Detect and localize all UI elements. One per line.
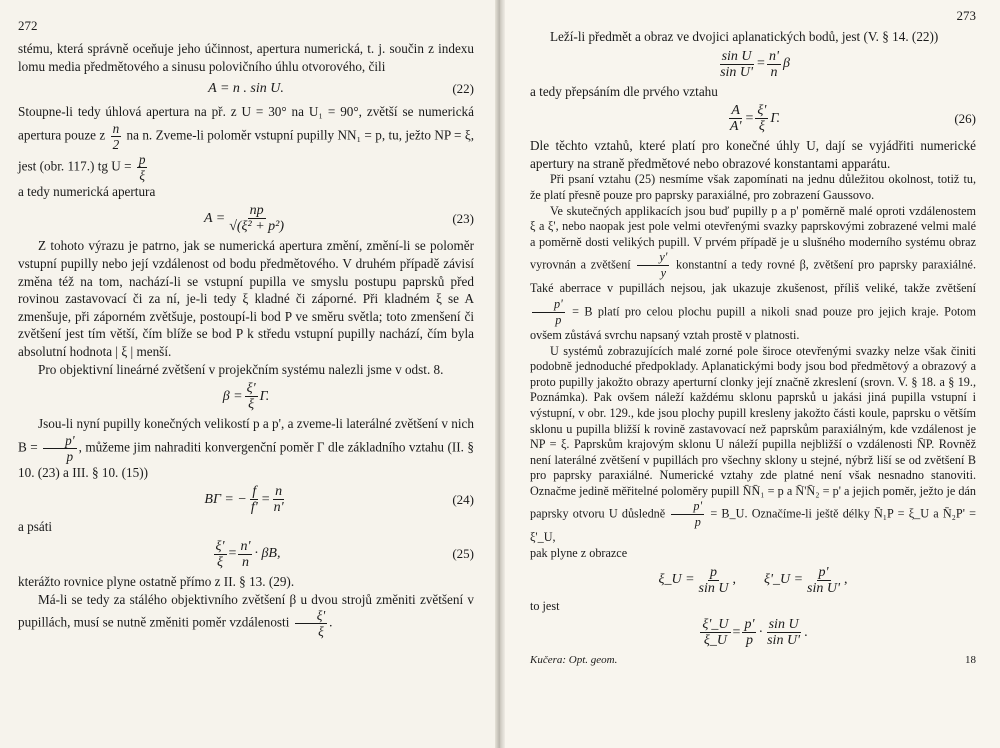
equation-aplanatic: $\frac{\text{sin U}}{\text{sin U'}}$ = $\frac{n'}{n}$ β <box>720 48 790 80</box>
footer-signature: Kučera: Opt. geom. <box>530 654 618 667</box>
paragraph: Z tohoto výrazu je patrno, jak se numerická apertura změní, změní-li se poloměr vstupní pupilly nebo její vzdálenost od bodu předmětového. V druhém případě závisí změna též na tom, nachází-li se vstupní pupilla ve smyslu postupu paprsků před rovinou zastavovací či za ní, je-li tedy ξ kladné či záporné. Při kladném ξ se A zmenšuje, při záporném zvětšuje, postoupí-li bod P ve směru světla; toto zmenšení či zvětšení jest tím větší, čím blíže se bod P k středu vstupní pupilly nachází, čím byla absolutní hodnota | ξ | menší. <box>18 238 474 359</box>
paragraph: Stoupne-li tedy úhlová apertura na př. z U = 30° na U₁ = 90°, zvětší se numerická apertura pouze z $\frac{n}{2}$ na n. Zveme-li poloměr vstupní pupilly NN₁ = p, tu, ježto NP = ξ, jest (obr. 117.) tg U = $\frac{p}{\xi}$ <box>18 104 475 183</box>
equation-22 <box>18 78 474 100</box>
equation-xi: ξ_U = $\frac{p}{\text{sin U}}$ , ξ'_U = $\frac{p'}{\text{sin U'}}$ , <box>658 564 848 596</box>
equation-text: A = n . sin U. <box>208 81 284 97</box>
paragraph: Pro objektivní lineárné zvětšení v projekčním systému nalezli jsme v odst. 8. <box>38 361 444 377</box>
paragraph: U systémů zobrazujících malé zorné pole široce otevřenými svazky nelze však činiti podobně jednoduché předpoklady. Aplanatickými body jsou bod předmětový a obrazový a proto pupilly jakožto obrazy aperturní clonky její značně zkreslení (srovn. V. § 18. a § 19., Poznámka). Pak ovšem náleží každému sklonu paprsků u jakási jiná pupilla vstupní i výstupní, v obr. 129., kde jsou plochy pupill kresleny jakožto části koule, paprsku o větším sklonu u pupilla bližší k rovině zastavovací než paprskům paraxiálným, kde vzdálenost je NP = ξ. Paprskům krajovým sklonu U náleží pupilla nejbližší o vzdálenosti N̄P. Rovněž není laterálné zvětšení v pupillách pro všechny sklony u stejné, nýbrž liší se od zvětšení B pro paprsky paraxiálné. Numerické vztahy zde platné není však nesnadno stanoviti. Označme jedině měřitelné poloměry pupill N̄N̄₁ = p a N̄'N̄₂ = p' a jejich poměr, ježto je dán paprsky otvoru U důsledně $\frac{p'}{p}$ = B_U. Označíme-li ještě délky N̄₁P = ξ_U a N̄₂P' = ξ'_U, <box>530 343 976 545</box>
paragraph: Jsou-li nyní pupilly konečných velikostí p a p', a zveme-li laterálné zvětšení v nich B = $\frac{p'}{p}$ , můžeme jim nahraditi konvergenční poměr Γ dle základního vztahu (II. § 10. (23) a III. § 10. (15)) <box>18 416 474 480</box>
footer-sheet-number: 18 <box>965 654 976 667</box>
paragraph: a tedy numerická apertura <box>18 183 156 199</box>
paragraph: Dle těchto vztahů, které platí pro konečné úhly U, dají se vyjádřiti numerické apertury na straně předmětové nebo obrazové konstantami apparátu. <box>530 138 976 171</box>
equation-23: A = $\frac{np}{\text{√(ξ² + p²)}}$ (23) <box>203 203 474 235</box>
equation-number: (24) <box>452 491 474 507</box>
equation-number: (22) <box>452 81 474 97</box>
equation-beta: β = $\frac{\xi'}{\xi}$ Γ. <box>222 381 270 413</box>
paragraph: kterážto rovnice plyne ostatně přímo z II. § 13. (29). <box>18 573 295 589</box>
paragraph: a psáti <box>18 519 53 535</box>
equation-number: (23) <box>452 210 474 226</box>
paragraph: a tedy přepsáním dle prvého vztahu <box>530 83 718 99</box>
equation-25: $\frac{\xi'}{\xi}$ = $\frac{n'}{n}$ · βB, (25) <box>215 538 474 570</box>
equation-number: (26) <box>954 110 976 126</box>
equation-26: $\frac{A}{A'}$ = $\frac{\xi'}{\xi}$ Γ. (26) <box>729 103 976 135</box>
paragraph: stému, která správně oceňuje jeho účinnost, apertura numerická, t. j. součin z indexu lomu media předmětového a sinusu polovičního úhlu otvorového, čili <box>18 41 474 74</box>
equation-number: (25) <box>452 546 474 562</box>
equation-ratio: $\frac{\xi'\_U}{\xi\_U}$ = $\frac{p'}{p}$ · $\frac{\text{sin U}}{\text{sin U'}}$ . <box>702 617 808 649</box>
paragraph: Ve skutečných applikacích jsou buď pupilly p a p' poměrně malé oproti vzdálenostem ξ a ξ', nebo naopak jest pole velmi otevřenými svazky paprskovými zobrazené velmi malé a poměrně dosti velikých pupill. V prvém případě je u slušného moderního systému obraz vyrovnán a zvětšení $\frac{y'}{y}$ konstantní a tedy rovné β, zvětšení pro paprsky paraxiálné. Také aberrace v pupillách nejsou, jak ukazuje zkušenost, příliš veliké, takže zvětšení $\frac{p'}{p}$ = B platí pro celou plochu pupill a nikoli snad pouze pro jejich kraje. Potom ovšem zůstává svrchu napsaný vztah prostě v platnosti. <box>530 203 976 342</box>
paragraph: Leží-li předmět a obraz ve dvojici aplanatických bodů, jest (V. § 14. (22)) <box>550 29 939 44</box>
paragraph: Při psaní vztahu (25) nesmíme však zapomínati na jednu důležitou okolnost, totiž tu, že platí přesně pouze pro paprsky paraxiálné, pro zobrazení Gaussovo. <box>530 172 976 202</box>
page-number-right: 273 <box>956 8 976 23</box>
book-gutter <box>495 0 505 748</box>
equation-24: BΓ = − $\frac{f}{f'}$ = $\frac{n}{n'}$ (24) <box>204 484 474 516</box>
paragraph: Má-li se tedy za stálého objektivního zvětšení β u dvou strojů změniti zvětšení v pupillách, musí se nutně změniti poměr vzdálenosti $\frac{\xi'}{\xi}$ . <box>18 591 474 640</box>
paragraph: pak plyne z obrazce <box>530 546 628 561</box>
fraction: $\frac{n}{2}$ <box>112 120 120 152</box>
page-footer <box>530 654 976 666</box>
page-number-left: 272 <box>18 18 38 33</box>
paragraph: to jest <box>530 598 560 613</box>
fraction: $\frac{p}{\xi}$ <box>138 151 146 183</box>
right-page <box>500 0 1000 748</box>
